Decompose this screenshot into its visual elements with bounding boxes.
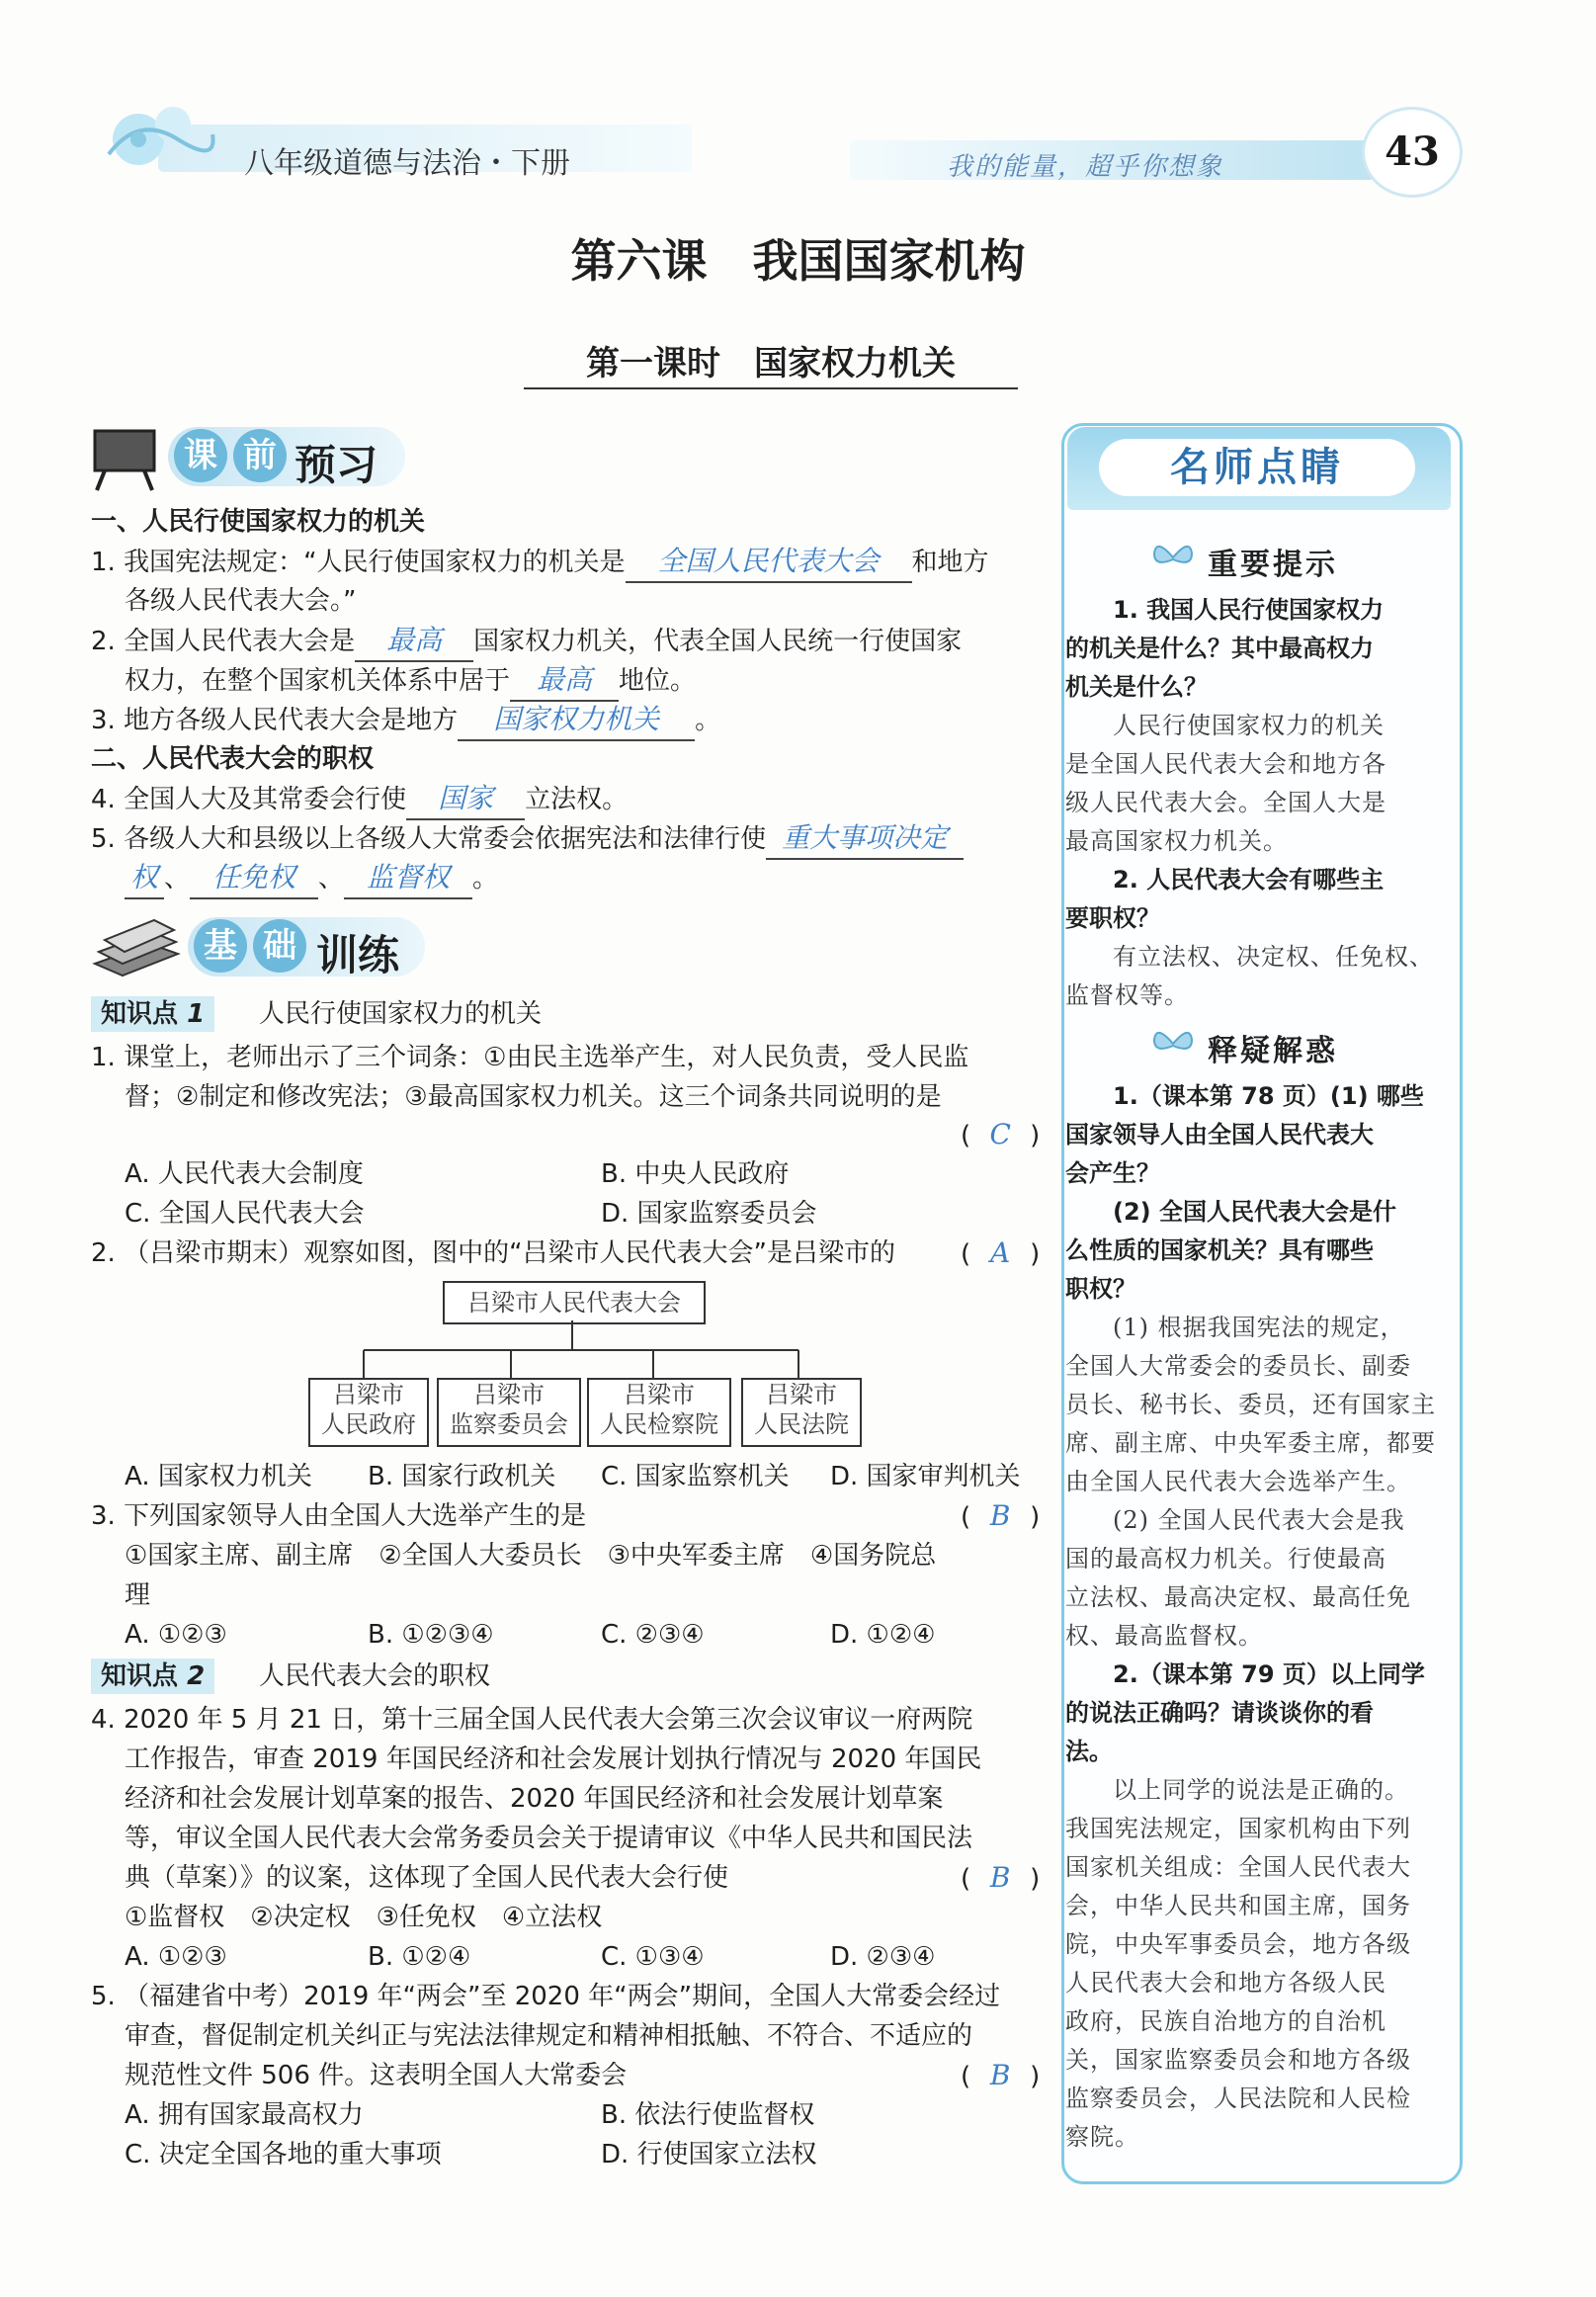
s3-a-line: 全国人大常委会的委员长、副委 [1065, 1352, 1411, 1380]
preview-q4-answer: 国家 [406, 779, 525, 820]
kp1-title: 人民行使国家权力的机关 [259, 999, 543, 1029]
knowledge-point-1-label [91, 996, 214, 1032]
diagram-box-government-line2: 人民政府 [321, 1410, 416, 1438]
preview-q5-sep-1: 、 [164, 864, 191, 893]
preview-q3-text-b: 。 [695, 706, 721, 735]
s2-q-line: 2. 人民代表大会有哪些主 [1113, 866, 1385, 893]
s4-a-line: 以上同学的说法是正确的。 [1113, 1776, 1409, 1804]
diagram-box-procuratorate [587, 1378, 731, 1447]
preview-q1-text-b: 和地方 [911, 548, 989, 577]
preview-q3-answer: 国家权力机关 [458, 700, 695, 741]
diagram-box-government [308, 1378, 429, 1447]
t-q1-option-a: A. 人民代表大会制度 [125, 1159, 364, 1189]
sidebar-s2-answer [1065, 938, 1451, 1015]
kp1-number: 1 [187, 999, 206, 1029]
s3-q-line: 国家领导人由全国人民代表大 [1065, 1121, 1374, 1148]
t-q1-line2: 督；②制定和修改宪法；③最高国家权力机关。这三个词条共同说明的是 [125, 1082, 942, 1112]
t-q4-line5: 典（草案）》的议案，这体现了全国人民代表大会行使 [125, 1863, 729, 1893]
diagram-box-government-line1: 吕梁市 [333, 1381, 404, 1408]
preview-q5-end: 。 [472, 864, 499, 893]
s4-a-line: 我国宪法规定，国家机构由下列 [1065, 1815, 1411, 1842]
training-badge-2: 础 [253, 919, 306, 973]
diagram-connectors [356, 1320, 889, 1384]
t-q3-items-line2: 理 [125, 1580, 151, 1610]
sidebar-content-2 [1065, 1077, 1451, 2157]
preview-q5 [91, 818, 964, 860]
s2-a-line: 有立法权、决定权、任免权、 [1113, 943, 1434, 971]
sidebar-s1-question [1065, 591, 1451, 707]
s3-a-line: 国的最高权力机关。行使最高 [1065, 1545, 1386, 1573]
t-q1-answer-letter: C [989, 1118, 1011, 1150]
sidebar-s2-question [1065, 861, 1451, 938]
preview-title: 预习 [294, 441, 378, 489]
t-q3-answer-letter: B [989, 1499, 1011, 1532]
t-q1-line1: 1. 课堂上，老师出示了三个词条：①由民主选举产生，对人民负责，受人民监 [91, 1043, 969, 1072]
s3-q-line: 么性质的国家机关？具有哪些 [1065, 1236, 1374, 1264]
t-q4-line3: 经济和社会发展计划草案的报告、2020 年国民经济和社会发展计划草案 [125, 1784, 944, 1814]
t-q5-option-b: B. 依法行使监督权 [601, 2100, 815, 2130]
s4-a-line: 人民代表大会和地方各级人民 [1065, 1969, 1386, 1997]
t-q2-option-b: B. 国家行政机关 [368, 1462, 556, 1491]
sidebar-s4-question [1065, 1656, 1451, 1771]
diagram-box-court-line2: 人民法院 [754, 1410, 849, 1438]
s3-a-line: 权、最高监督权。 [1065, 1622, 1263, 1650]
preview-q5-answer-1: 重大事项决定 [766, 818, 964, 860]
t-q4-line1: 4. 2020 年 5 月 21 日，第十三届全国人民代表大会第三次会议审议一府两院 [91, 1705, 973, 1735]
t-q4-answer: ( B ) [961, 1858, 1040, 1899]
t-q2-answer: ( A ) [961, 1234, 1040, 1274]
sidebar-s1-answer [1065, 707, 1451, 861]
preview-q4-text: 4. 全国人大及其常委会行使 [91, 785, 407, 814]
preview-q1-answer: 全国人民代表大会 [626, 542, 912, 583]
diagram-box-procuratorate-line2: 人民检察院 [600, 1410, 718, 1438]
diagram-box-procuratorate-line1: 吕梁市 [624, 1381, 695, 1408]
t-q3-option-b: B. ①②③④ [368, 1620, 494, 1650]
kp1-label-text: 知识点 [101, 999, 179, 1029]
s1-a-line: 是全国人民代表大会和地方各 [1065, 750, 1386, 778]
t-q2-option-c: C. 国家监察机关 [601, 1462, 790, 1491]
flower-ornament-icon [99, 95, 217, 188]
knowledge-point-2-label [91, 1659, 214, 1694]
diagram-top-box: 吕梁市人民代表大会 [443, 1281, 706, 1324]
preview-q5-line2 [125, 858, 498, 899]
t-q4-option-b: B. ①②④ [368, 1942, 471, 1972]
t-q3-line: 3. 下列国家领导人由全国人大选举产生的是 [91, 1501, 587, 1531]
preview-q2-answer-2: 最高 [510, 660, 619, 702]
t-q4-option-d: D. ②③④ [830, 1942, 936, 1972]
preview-q5-text: 5. 各级人大和县级以上各级人大常委会依据宪法和法律行使 [91, 824, 767, 854]
sidebar-heading-2: 释疑解惑 [1208, 1034, 1338, 1068]
s1-q-line: 机关是什么？ [1065, 673, 1208, 701]
s4-q-line: 的说法正确吗？请谈谈你的看 [1065, 1699, 1374, 1727]
preview-q5-answer-3: 监督权 [344, 858, 472, 899]
s3-a-line: (2) 全国人民代表大会是我 [1113, 1506, 1405, 1534]
s3-q-line: 1.（课本第 78 页）(1) 哪些 [1113, 1082, 1424, 1110]
t-q3-items-line1: ①国家主席、副主席 ②全国人大委员长 ③中央军委主席 ④国务院总 [125, 1541, 937, 1571]
diagram-box-supervision-line1: 吕梁市 [473, 1381, 545, 1408]
sidebar-heading-1: 重要提示 [1208, 548, 1338, 582]
t-q5-line2: 审查，督促制定机关纠正与宪法法律规定和精神相抵触、不符合、不适应的 [125, 2021, 973, 2051]
s3-a-line: 由全国人民代表大会选举产生。 [1065, 1468, 1411, 1495]
blackboard-icon [91, 427, 160, 496]
preview-q5-answer-1b: 权 [125, 858, 164, 899]
section-title-text: 第一课时 国家权力机关 [586, 344, 956, 383]
butterfly-icon [1150, 538, 1196, 581]
sidebar-content [1065, 591, 1451, 1015]
preview-q5-sep-2: 、 [318, 864, 345, 893]
s4-a-line: 察院。 [1065, 2123, 1139, 2151]
kp2-label-text: 知识点 [101, 1661, 179, 1691]
s1-a-line: 最高国家权力机关。 [1065, 827, 1288, 855]
sidebar-s4-answer [1065, 1771, 1451, 2157]
t-q5-line1: 5. （福建省中考）2019 年“两会”至 2020 年“两会”期间，全国人大常委会经过 [91, 1982, 1001, 2011]
t-q1-answer: ( C ) [961, 1115, 1040, 1155]
s1-a-line: 级人民代表大会。全国人大是 [1065, 789, 1386, 816]
s1-a-line: 人民行使国家权力的机关 [1113, 712, 1385, 739]
t-q2-line: 2. （吕梁市期末）观察如图，图中的“吕梁市人民代表大会”是吕梁市的 [91, 1238, 896, 1268]
s4-q-line: 2.（课本第 79 页）以上同学 [1113, 1660, 1425, 1688]
s4-q-line: 法。 [1065, 1738, 1113, 1765]
book-title: 八年级道德与法治・下册 [244, 146, 570, 181]
s4-a-line: 国家机关组成：全国人民代表大 [1065, 1853, 1411, 1881]
t-q5-option-d: D. 行使国家立法权 [601, 2140, 817, 2169]
t-q5-option-c: C. 决定全国各地的重大事项 [125, 2140, 442, 2169]
preview-q2-text-c: 权力，在整个国家机关体系中居于 [125, 666, 511, 696]
diagram-box-court-line1: 吕梁市 [766, 1381, 837, 1408]
sidebar-title: 名师点睛 [1170, 445, 1344, 490]
t-q2-option-d: D. 国家审判机关 [830, 1462, 1021, 1491]
t-q5-line3: 规范性文件 506 件。这表明全国人大常委会 [125, 2061, 628, 2090]
preview-q2-text: 2. 全国人民代表大会是 [91, 627, 356, 656]
kp2-title: 人民代表大会的职权 [259, 1661, 491, 1691]
s2-q-line: 要职权？ [1065, 904, 1160, 932]
t-q4-option-c: C. ①③④ [601, 1942, 705, 1972]
t-q3-answer: ( B ) [961, 1496, 1040, 1537]
diagram-box-supervision-line2: 监察委员会 [450, 1410, 568, 1438]
diagram-box-court [741, 1378, 862, 1447]
s1-q-line: 1. 我国人民行使国家权力 [1113, 596, 1385, 624]
preview-q3-text: 3. 地方各级人民代表大会是地方 [91, 706, 459, 735]
s3-a-line: (1) 根据我国宪法的规定， [1113, 1314, 1405, 1341]
preview-q5-answer-2: 任免权 [190, 858, 318, 899]
s4-a-line: 监察委员会，人民法院和人民检 [1065, 2084, 1411, 2112]
preview-badge-1: 课 [174, 429, 227, 482]
preview-q3 [91, 700, 720, 741]
t-q1-option-d: D. 国家监察委员会 [601, 1199, 817, 1229]
sidebar-s3-answer [1065, 1309, 1451, 1656]
t-q5-answer-letter: B [989, 2059, 1011, 2091]
section-title [524, 336, 1018, 389]
s3-q-line: 会产生？ [1065, 1159, 1160, 1187]
s2-a-line: 监督权等。 [1065, 981, 1189, 1009]
preview-q4-text-b: 立法权。 [525, 785, 629, 814]
t-q3-option-a: A. ①②③ [125, 1620, 227, 1650]
t-q4-line4: 等，审议全国人民代表大会常务委员会关于提请审议《中华人民共和国民法 [125, 1824, 973, 1853]
butterfly-icon [1150, 1024, 1196, 1067]
s3-a-line: 员长、秘书长、委员，还有国家主 [1065, 1391, 1436, 1418]
books-icon [91, 914, 182, 983]
preview-part1-heading: 一、人民行使国家权力的机关 [91, 507, 426, 537]
s3-q-line: (2) 全国人民代表大会是什 [1113, 1198, 1396, 1226]
t-q4-answer-letter: B [989, 1861, 1011, 1894]
t-q3-option-d: D. ①②④ [830, 1620, 936, 1650]
preview-part2-heading: 二、人民代表大会的职权 [91, 744, 375, 774]
preview-q1 [91, 542, 989, 583]
preview-q1-line2: 各级人民代表大会。” [125, 586, 357, 616]
sidebar-s3-question [1065, 1077, 1451, 1309]
s3-a-line: 立法权、最高决定权、最高任免 [1065, 1583, 1411, 1611]
t-q2-answer-letter: A [990, 1236, 1011, 1269]
lesson-title: 第六课 我国国家机构 [570, 234, 1026, 288]
kp2-number: 2 [187, 1661, 206, 1691]
t-q1-option-b: B. 中央人民政府 [601, 1159, 790, 1189]
s4-a-line: 政府，民族自治地方的自治机 [1065, 2007, 1386, 2035]
t-q1-option-c: C. 全国人民代表大会 [125, 1199, 365, 1229]
t-q4-items: ①监督权 ②决定权 ③任免权 ④立法权 [125, 1903, 603, 1932]
preview-q2-text-b: 国家权力机关，代表全国人民统一行使国家 [473, 627, 963, 656]
preview-q1-text: 1. 我国宪法规定：“人民行使国家权力的机关是 [91, 548, 626, 577]
s3-a-line: 席、副主席、中央军委主席，都要 [1065, 1429, 1436, 1457]
preview-q2 [91, 621, 962, 662]
s1-q-line: 的机关是什么？其中最高权力 [1065, 635, 1374, 662]
preview-q2-line2 [125, 660, 696, 702]
t-q5-option-a: A. 拥有国家最高权力 [125, 2100, 364, 2130]
diagram-box-supervision [437, 1378, 581, 1447]
s4-a-line: 会，中华人民共和国主席，国务 [1065, 1892, 1411, 1919]
page-number-badge [1362, 107, 1463, 198]
s4-a-line: 关，国家监察委员会和地方各级 [1065, 2046, 1411, 2074]
preview-badge-2: 前 [233, 429, 287, 482]
training-badge-1: 基 [194, 919, 247, 973]
t-q3-option-c: C. ②③④ [601, 1620, 705, 1650]
training-title: 训练 [316, 931, 400, 979]
t-q4-line2: 工作报告，审查 2019 年国民经济和社会发展计划执行情况与 2020 年国民 [125, 1744, 982, 1774]
t-q4-option-a: A. ①②③ [125, 1942, 227, 1972]
s3-q-line: 职权？ [1065, 1275, 1136, 1303]
page-number: 43 [1385, 128, 1440, 175]
sidebar-title-pill [1099, 439, 1415, 496]
t-q2-option-a: A. 国家权力机关 [125, 1462, 312, 1491]
preview-q2-text-d: 地位。 [619, 666, 697, 696]
preview-q4 [91, 779, 628, 820]
s4-a-line: 院，中央军事委员会，地方各级 [1065, 1930, 1411, 1958]
preview-q2-answer-1: 最高 [355, 621, 473, 662]
t-q5-answer: ( B ) [961, 2056, 1040, 2096]
header-slogan: 我的能量，超乎你想象 [947, 152, 1224, 182]
